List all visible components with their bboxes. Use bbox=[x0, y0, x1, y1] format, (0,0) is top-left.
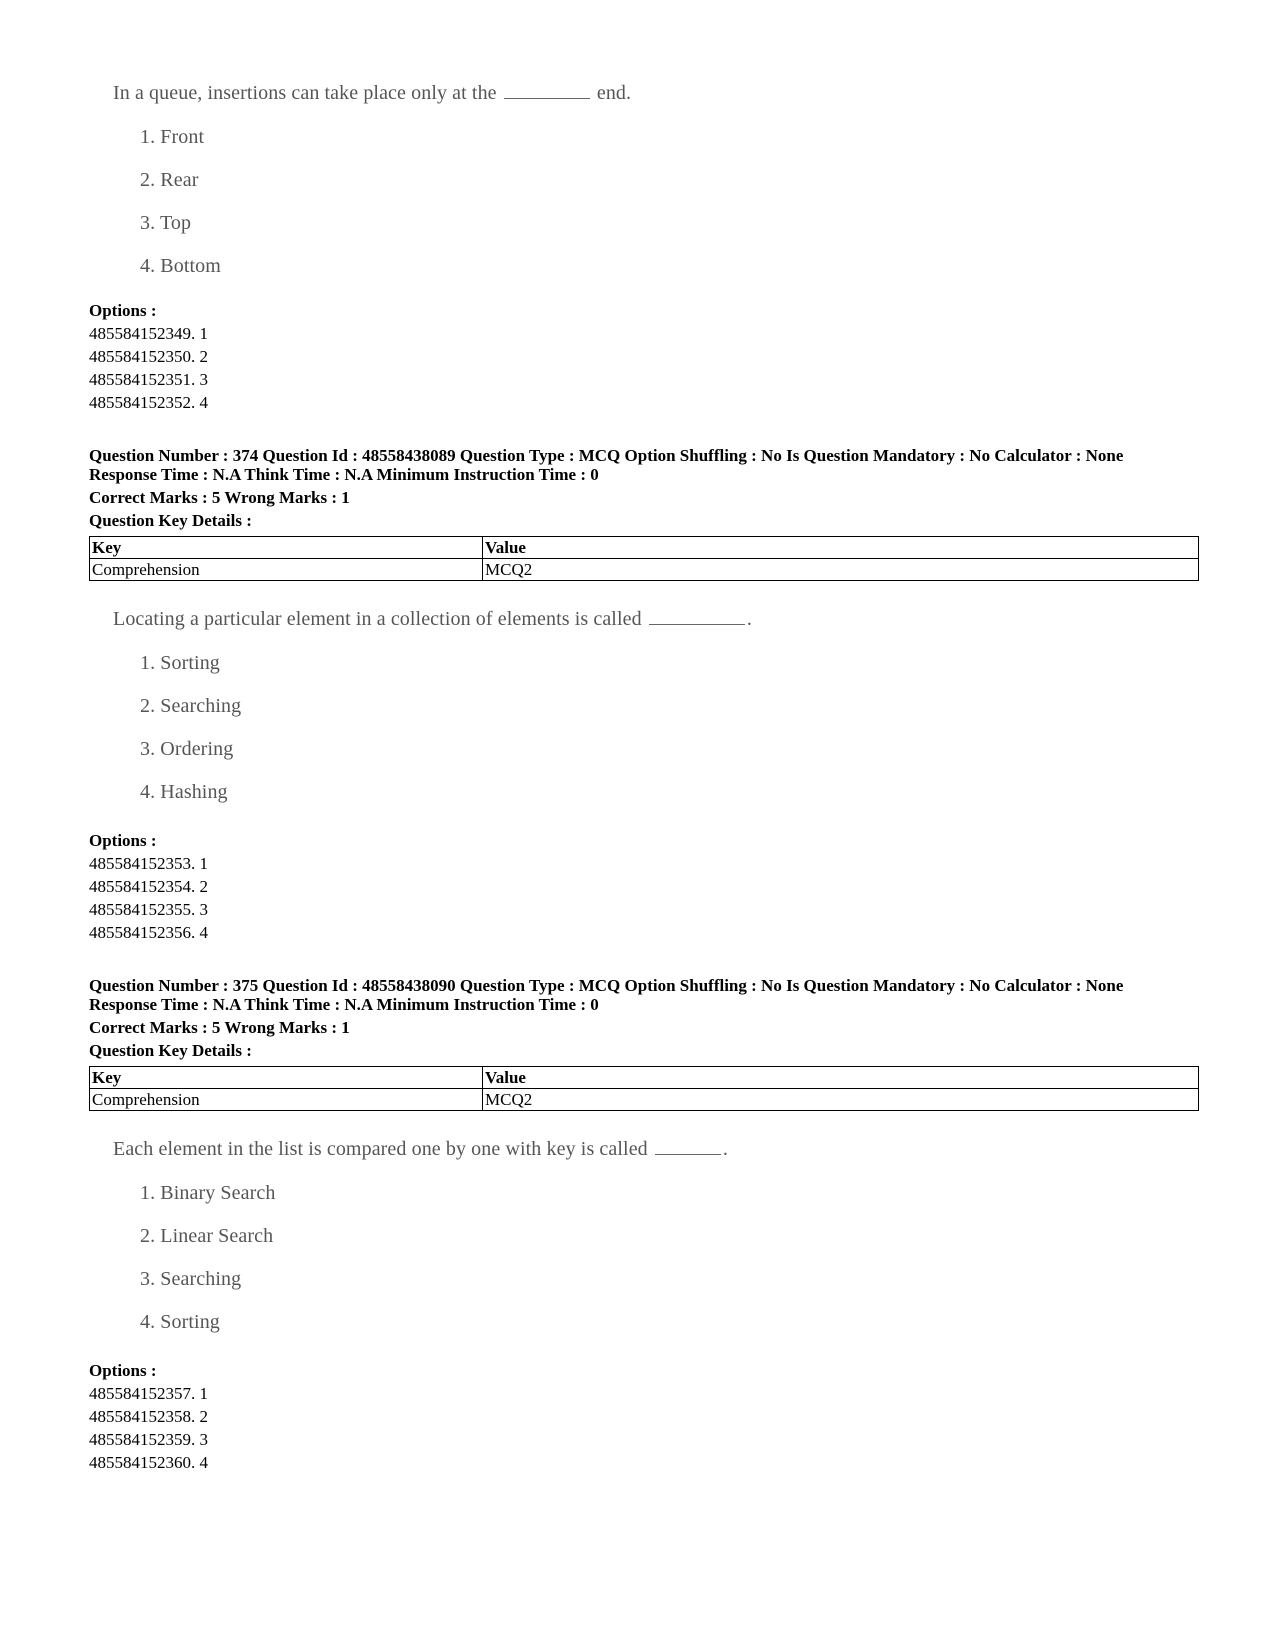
question-stem-end: . bbox=[746, 608, 752, 630]
option-id-row: 485584152356. 4 bbox=[89, 923, 208, 942]
table-header-key: Key bbox=[90, 1067, 483, 1089]
question-marks: Correct Marks : 5 Wrong Marks : 1 bbox=[89, 1018, 350, 1037]
table-row bbox=[90, 1089, 1199, 1111]
option-id-row: 485584152352. 4 bbox=[89, 393, 208, 412]
question-header-374 bbox=[89, 446, 1199, 536]
question-header-375 bbox=[89, 976, 1199, 1066]
question-meta-line-2: Response Time : N.A Think Time : N.A Minimum Instruction Time : 0 bbox=[89, 465, 599, 484]
option-id-row: 485584152359. 3 bbox=[89, 1430, 208, 1449]
image-option-1: 1. Front bbox=[140, 126, 205, 148]
table-row bbox=[90, 559, 1199, 581]
key-details-table bbox=[89, 1066, 1199, 1111]
table-cell-value: MCQ2 bbox=[483, 1089, 1199, 1111]
question-stem-end: . bbox=[722, 1138, 728, 1160]
options-label: Options : bbox=[89, 831, 157, 850]
question-stem-text: Each element in the list is compared one by one with key is called bbox=[113, 1138, 648, 1160]
option-id-row: 485584152358. 2 bbox=[89, 1407, 208, 1426]
table-header-row bbox=[90, 1067, 1199, 1089]
table-header-row bbox=[90, 537, 1199, 559]
question-stem bbox=[113, 82, 631, 105]
image-option-2: 2. Rear bbox=[140, 169, 199, 191]
question-stem bbox=[113, 1138, 728, 1161]
option-id-row: 485584152355. 3 bbox=[89, 900, 208, 919]
image-option-2: 2. Searching bbox=[140, 695, 242, 717]
options-block-q375 bbox=[89, 1360, 1199, 1480]
option-id-row: 485584152353. 1 bbox=[89, 854, 208, 873]
table-header-key: Key bbox=[90, 537, 483, 559]
image-option-1: 1. Binary Search bbox=[140, 1182, 276, 1204]
option-id-row: 485584152349. 1 bbox=[89, 324, 208, 343]
table-cell-key: Comprehension bbox=[90, 1089, 483, 1111]
option-id-row: 485584152350. 2 bbox=[89, 347, 208, 366]
options-label: Options : bbox=[89, 1361, 157, 1380]
key-details-table bbox=[89, 536, 1199, 581]
answer-blank bbox=[655, 1140, 721, 1155]
question-meta-line-2: Response Time : N.A Think Time : N.A Minimum Instruction Time : 0 bbox=[89, 995, 599, 1014]
answer-blank bbox=[649, 610, 745, 625]
image-option-4: 4. Bottom bbox=[140, 255, 221, 277]
image-option-3: 3. Top bbox=[140, 212, 192, 234]
options-block-q374 bbox=[89, 830, 1199, 950]
question-meta-line-1: Question Number : 375 Question Id : 48558438090 Question Type : MCQ Option Shuffling : No Is Question Mandatory : No Calculator : None bbox=[89, 976, 1124, 995]
table-cell-value: MCQ2 bbox=[483, 559, 1199, 581]
answer-blank bbox=[504, 84, 590, 99]
question-meta-line-1: Question Number : 374 Question Id : 48558438089 Question Type : MCQ Option Shuffling : No Is Question Mandatory : No Calculator : None bbox=[89, 446, 1124, 465]
options-label: Options : bbox=[89, 301, 157, 320]
option-id-row: 485584152357. 1 bbox=[89, 1384, 208, 1403]
image-option-3: 3. Searching bbox=[140, 1268, 242, 1290]
table-header-value: Value bbox=[483, 1067, 1199, 1089]
key-details-label: Question Key Details : bbox=[89, 511, 252, 530]
image-option-4: 4. Sorting bbox=[140, 1311, 220, 1333]
question-stem-end: end. bbox=[596, 82, 632, 104]
image-option-1: 1. Sorting bbox=[140, 652, 220, 674]
image-option-3: 3. Ordering bbox=[140, 738, 234, 760]
image-option-4: 4. Hashing bbox=[140, 781, 228, 803]
options-block-q1 bbox=[89, 300, 1199, 420]
image-option-2: 2. Linear Search bbox=[140, 1225, 274, 1247]
table-header-value: Value bbox=[483, 537, 1199, 559]
question-stem-text: In a queue, insertions can take place only at the bbox=[113, 82, 497, 104]
table-cell-key: Comprehension bbox=[90, 559, 483, 581]
key-details-label: Question Key Details : bbox=[89, 1041, 252, 1060]
question-stem-text: Locating a particular element in a collection of elements is called bbox=[113, 608, 642, 630]
question-marks: Correct Marks : 5 Wrong Marks : 1 bbox=[89, 488, 350, 507]
option-id-row: 485584152354. 2 bbox=[89, 877, 208, 896]
option-id-row: 485584152360. 4 bbox=[89, 1453, 208, 1472]
question-stem bbox=[113, 608, 752, 631]
option-id-row: 485584152351. 3 bbox=[89, 370, 208, 389]
